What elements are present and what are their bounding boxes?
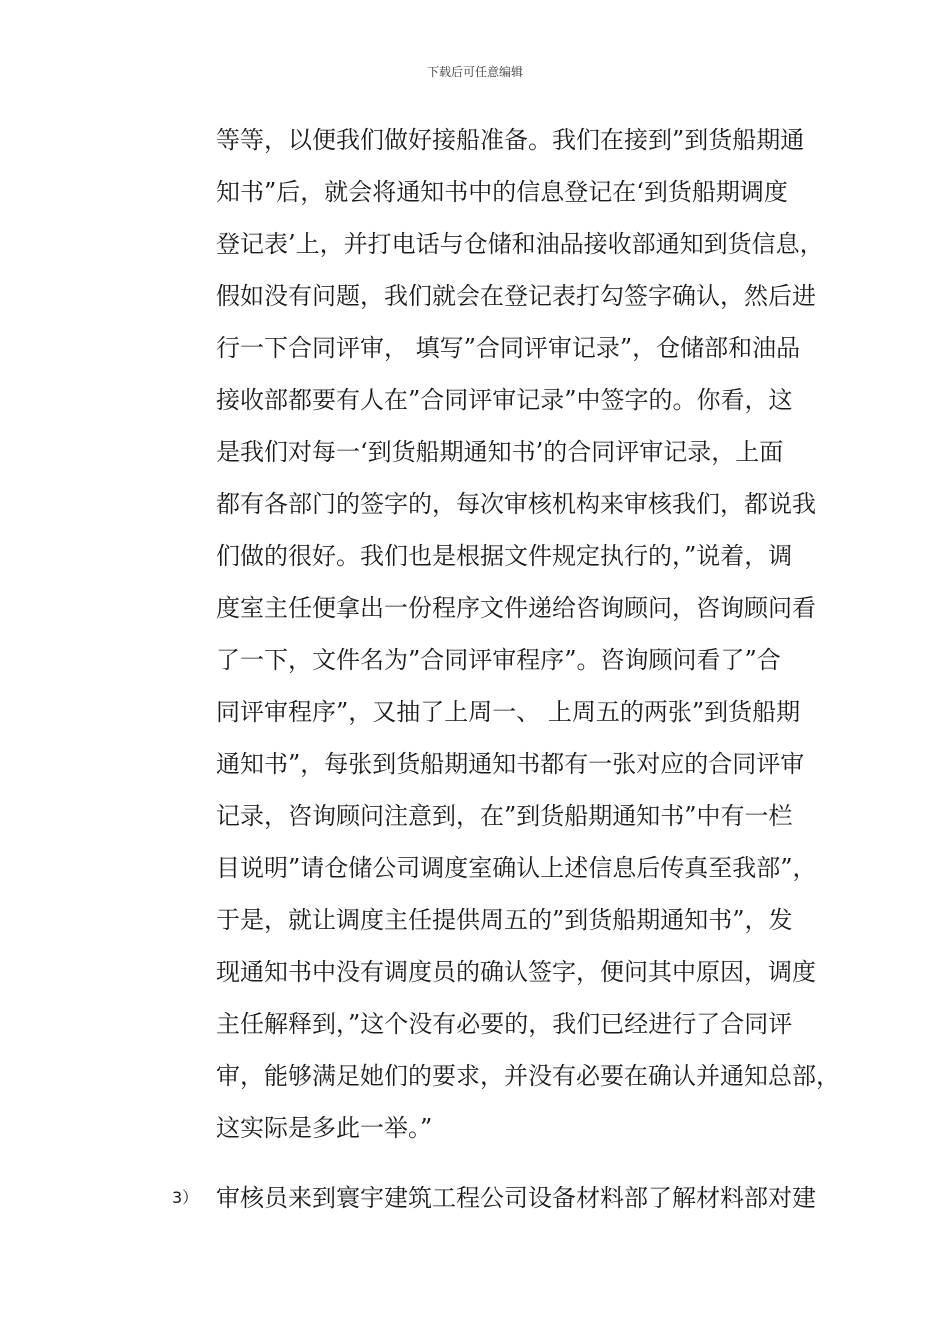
list-item-number: 3）: [172, 1188, 199, 1207]
paragraph-line: 现通知书中没有调度员的确认签字，便问其中原因，调度: [216, 958, 816, 986]
paragraph-line: 假如没有问题，我们就会在登记表打勾签字确认，然后进: [216, 282, 816, 310]
list-item-text: 审核员来到寰宇建筑工程公司设备材料部了解材料部对建: [216, 1184, 816, 1212]
paragraph-line: 是我们对每一‘到货船期通知书’的合同评审记录，上面: [216, 438, 784, 466]
list-item-3: [0, 1172, 950, 1224]
paragraph-line: 度室主任便拿出一份程序文件递给咨询顾问，咨询顾问看: [216, 594, 816, 622]
paragraph-line: 主任解释到，”这个没有必要的，我们已经进行了合同评: [216, 1010, 793, 1038]
paragraph-line: 们做的很好。我们也是根据文件规定执行的，”说着，调: [216, 542, 793, 570]
paragraph-line: 于是，就让调度主任提供周五的”到货船期通知书”，发: [216, 906, 793, 934]
page-header: 下载后可任意编辑: [426, 65, 523, 79]
paragraph-line: 记录，咨询顾问注意到，在”到货船期通知书”中有一栏: [216, 802, 793, 830]
paragraph-line: 都有各部门的签字的，每次审核机构来审核我们，都说我: [216, 490, 816, 518]
paragraph-line: 通知书”，每张到货船期通知书都有一张对应的合同评审: [216, 750, 805, 778]
paragraph-line: 审，能够满足她们的要求，并没有必要在确认并通知总部，: [216, 1062, 840, 1090]
paragraph-line: 这实际是多此一举。”: [216, 1114, 433, 1142]
paragraph-line: 目说明”请仓储公司调度室确认上述信息后传真至我部”，: [216, 854, 817, 882]
paragraph-line: 等等，以便我们做好接船准备。我们在接到”到货船期通: [216, 126, 805, 154]
paragraph-line: 知书”后，就会将通知书中的信息登记在‘到货船期调度: [216, 178, 788, 206]
paragraph-line: 接收部都要有人在”合同评审记录”中签字的。你看，这: [216, 386, 793, 414]
paragraph-line: 登记表’上，并打电话与仓储和油品接收部通知到货信息，: [216, 230, 824, 258]
paragraph-line: 行一下合同评审， 填写”合同评审记录”，仓储部和油品: [216, 334, 801, 362]
paragraph-line: 了一下，文件名为”合同评审程序”。咨询顾问看了”合: [216, 646, 781, 674]
paragraph-line: 同评审程序”，又抽了上周一、 上周五的两张”到货船期: [216, 698, 801, 726]
document-body: [216, 114, 840, 1154]
